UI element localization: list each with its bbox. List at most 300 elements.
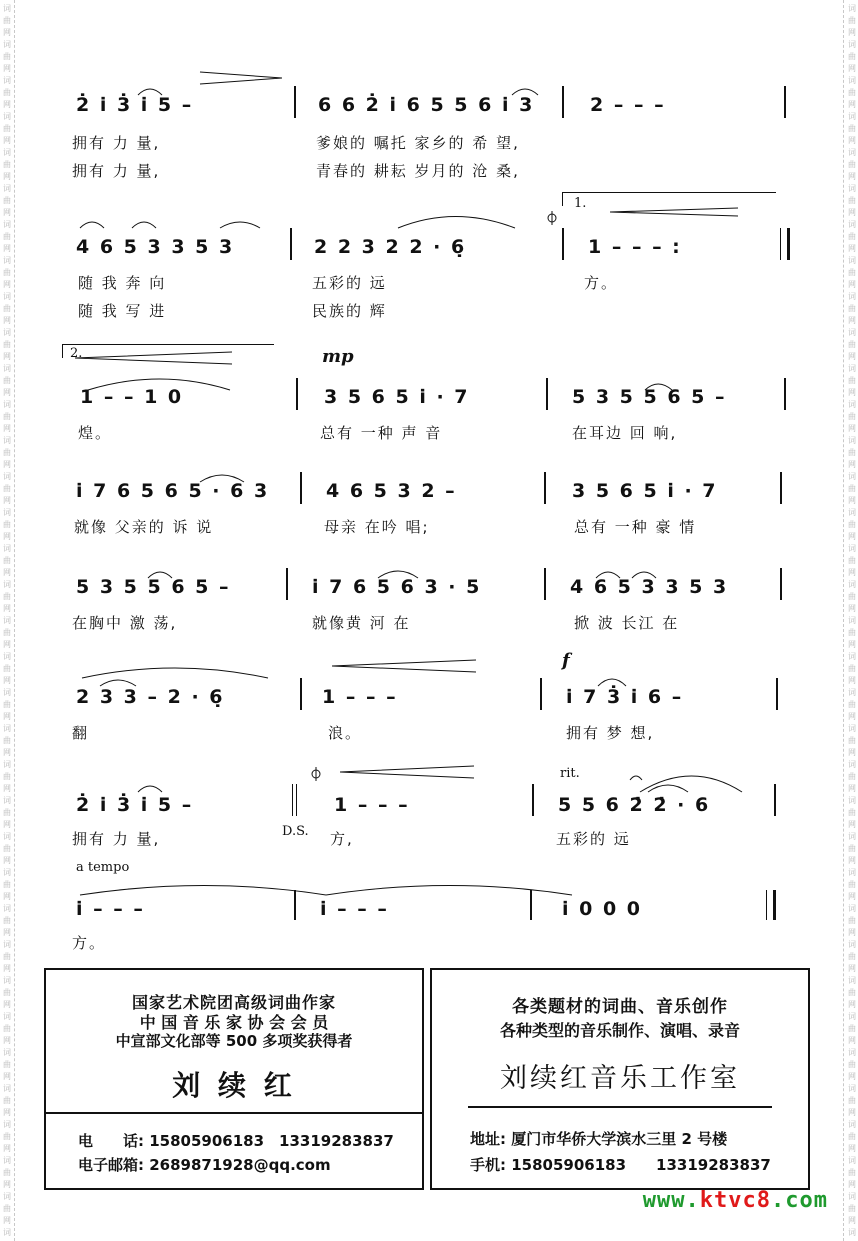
- watermark-glyph: 词: [3, 796, 11, 805]
- watermark-glyph: 词: [848, 1048, 856, 1057]
- watermark-glyph: 词: [848, 112, 856, 121]
- watermark-glyph: 曲: [3, 736, 11, 745]
- lyrics: 青春的 耕耘 岁月的 沧 桑,: [316, 162, 520, 180]
- watermark-glyph: 词: [848, 292, 856, 301]
- barline: [530, 890, 532, 920]
- watermark-glyph: 曲: [848, 880, 856, 889]
- watermark-glyph: 网: [3, 784, 11, 793]
- lyrics: 总有 一种 豪 情: [574, 518, 697, 536]
- watermark-glyph: 曲: [848, 844, 856, 853]
- lyrics: 就像 父亲的 诉 说: [74, 518, 214, 536]
- watermark-glyph: 曲: [848, 736, 856, 745]
- watermark-glyph: 词: [848, 1084, 856, 1093]
- watermark-glyph: 词: [3, 1120, 11, 1129]
- watermark-glyph: 曲: [848, 1132, 856, 1141]
- lyrics: 随 我 奔 向: [78, 274, 167, 292]
- watermark-glyph: 词: [848, 400, 856, 409]
- watermark-glyph: 网: [3, 1000, 11, 1009]
- watermark-glyph: 词: [3, 976, 11, 985]
- watermark-glyph: 曲: [848, 1204, 856, 1213]
- watermark-glyph: 网: [848, 568, 856, 577]
- watermark-glyph: 曲: [848, 592, 856, 601]
- watermark-glyph: 词: [848, 940, 856, 949]
- barline: [300, 678, 302, 710]
- watermark-glyph: 曲: [848, 988, 856, 997]
- watermark-glyph: 曲: [848, 16, 856, 25]
- lyrics: 爹娘的 嘱托 家乡的 希 望,: [316, 134, 520, 152]
- lyrics: 拥有 力 量,: [72, 134, 161, 152]
- watermark-glyph: 网: [848, 928, 856, 937]
- watermark-glyph: 词: [3, 580, 11, 589]
- watermark-glyph: 词: [3, 112, 11, 121]
- measure: 1 – – –: [334, 794, 410, 816]
- barline: [294, 86, 296, 118]
- watermark-glyph: 词: [848, 544, 856, 553]
- watermark-glyph: 词: [848, 4, 856, 13]
- watermark-glyph: 曲: [3, 700, 11, 709]
- measure: 3 5 6 5 i̇ · 7: [572, 480, 718, 502]
- watermark-glyph: 曲: [3, 376, 11, 385]
- studio-service-line: 各种类型的音乐制作、演唱、录音: [499, 1021, 740, 1040]
- barline: [774, 784, 776, 816]
- address-value: 厦门市华侨大学滨水三里 2 号楼: [511, 1130, 728, 1148]
- watermark-glyph: 词: [3, 760, 11, 769]
- watermark-glyph: 网: [3, 892, 11, 901]
- watermark-glyph: 曲: [848, 484, 856, 493]
- watermark-glyph: 词: [848, 868, 856, 877]
- watermark-glyph: 词: [3, 1156, 11, 1165]
- volta-bracket-edge: [62, 344, 63, 358]
- watermark-glyph: 曲: [3, 628, 11, 637]
- watermark-glyph: 曲: [3, 1204, 11, 1213]
- watermark-glyph: 曲: [3, 844, 11, 853]
- watermark-glyph: 网: [3, 280, 11, 289]
- watermark-glyph: 曲: [848, 628, 856, 637]
- watermark-glyph: 词: [3, 76, 11, 85]
- watermark-glyph: 网: [848, 208, 856, 217]
- watermark-glyph: 曲: [3, 916, 11, 925]
- watermark-glyph: 曲: [3, 196, 11, 205]
- address-label: 地址:: [470, 1130, 506, 1148]
- watermark-glyph: 网: [848, 1180, 856, 1189]
- watermark-glyph: 词: [3, 940, 11, 949]
- watermark-glyph: 词: [3, 724, 11, 733]
- watermark-glyph: 网: [3, 676, 11, 685]
- mobile-value: 15805906183 13319283837: [511, 1156, 771, 1174]
- watermark-glyph: 网: [3, 640, 11, 649]
- watermark-glyph: 词: [3, 1192, 11, 1201]
- watermark-glyph: 网: [848, 1108, 856, 1117]
- watermark-glyph: 词: [848, 436, 856, 445]
- watermark-glyph: 曲: [3, 1168, 11, 1177]
- watermark-glyph: 曲: [3, 1132, 11, 1141]
- composer-title-line: 中 国 音 乐 家 协 会 会 员: [139, 1013, 329, 1032]
- barline: [296, 378, 298, 410]
- watermark-glyph: 网: [848, 1072, 856, 1081]
- watermark-glyph: 曲: [3, 808, 11, 817]
- watermark-glyph: 词: [848, 184, 856, 193]
- watermark-glyph: 词: [3, 832, 11, 841]
- watermark-glyph: 曲: [3, 1096, 11, 1105]
- watermark-glyph: 曲: [3, 520, 11, 529]
- watermark-glyph: 词: [3, 256, 11, 265]
- watermark-glyph: 网: [3, 316, 11, 325]
- watermark-glyph: 曲: [3, 664, 11, 673]
- watermark-glyph: 曲: [3, 16, 11, 25]
- watermark-glyph: 曲: [848, 160, 856, 169]
- watermark-glyph: 词: [3, 1084, 11, 1093]
- watermark-glyph: 曲: [848, 268, 856, 277]
- watermark-glyph: 曲: [848, 340, 856, 349]
- watermark-glyph: 网: [3, 244, 11, 253]
- watermark-glyph: 网: [3, 1036, 11, 1045]
- watermark-glyph: 网: [848, 28, 856, 37]
- watermark-glyph: 曲: [848, 916, 856, 925]
- barline: [780, 472, 782, 504]
- measure: 1 – – 1 0: [80, 386, 184, 408]
- watermark-glyph: 曲: [848, 1024, 856, 1033]
- watermark-glyph: 曲: [848, 52, 856, 61]
- panel-divider: [468, 1106, 772, 1108]
- watermark-glyph: 词: [3, 544, 11, 553]
- watermark-glyph: 词: [3, 4, 11, 13]
- watermark-glyph: 网: [3, 1144, 11, 1153]
- lyrics: 浪。: [328, 724, 363, 742]
- watermark-glyph: 网: [3, 28, 11, 37]
- barline: [544, 568, 546, 600]
- tempo-marking: rit.: [560, 766, 580, 781]
- email-line: [78, 1154, 331, 1175]
- watermark-glyph: 曲: [848, 376, 856, 385]
- watermark-glyph: 网: [3, 1108, 11, 1117]
- watermark-glyph: 网: [3, 964, 11, 973]
- measure: 2̇ i̇ 3̇ i̇ 5 –: [76, 794, 194, 816]
- watermark-glyph: 曲: [3, 880, 11, 889]
- lyrics: 煌。: [78, 424, 113, 442]
- measure: i̇ 0 0 0: [562, 898, 643, 920]
- repeat-barline: [780, 228, 790, 260]
- measure: 2 2 3 2 2 · 6̣: [314, 236, 467, 258]
- watermark-glyph: 曲: [848, 664, 856, 673]
- watermark-glyph: 词: [848, 148, 856, 157]
- watermark-glyph: 网: [848, 676, 856, 685]
- watermark-glyph: 网: [848, 244, 856, 253]
- watermark-glyph: 网: [848, 712, 856, 721]
- site-suffix: .com: [771, 1188, 828, 1213]
- studio-service-line: 各类题材的词曲、音乐创作: [512, 997, 728, 1017]
- measure: 5 5 6 2̇ 2̇ · 6: [558, 794, 711, 816]
- phone-label: 电 话:: [78, 1132, 144, 1150]
- watermark-glyph: 网: [848, 316, 856, 325]
- watermark-glyph: 网: [848, 460, 856, 469]
- watermark-glyph: 词: [3, 436, 11, 445]
- lyrics: 方,: [330, 830, 354, 848]
- barline: [784, 378, 786, 410]
- measure: 5 3 5 5 6 5 –: [76, 576, 231, 598]
- watermark-glyph: 词: [848, 508, 856, 517]
- watermark-glyph: 曲: [3, 448, 11, 457]
- volta-bracket: [62, 344, 274, 345]
- address-line: [470, 1128, 727, 1149]
- watermark-glyph: 词: [3, 40, 11, 49]
- watermark-glyph: 词: [848, 40, 856, 49]
- watermark-glyph: 词: [3, 364, 11, 373]
- watermark-glyph: 网: [3, 820, 11, 829]
- watermark-glyph: 曲: [3, 412, 11, 421]
- dynamic-marking: f: [562, 650, 570, 671]
- watermark-glyph: 网: [848, 1216, 856, 1225]
- measure: 1 – – –: [322, 686, 398, 708]
- barline: [286, 568, 288, 600]
- lyrics: 方。: [72, 934, 107, 952]
- watermark-glyph: 词: [848, 796, 856, 805]
- watermark-glyph: 曲: [848, 772, 856, 781]
- watermark-glyph: 词: [848, 976, 856, 985]
- composer-title-line: 中宣部文化部等 500 多项奖获得者: [115, 1032, 353, 1050]
- watermark-glyph: 网: [848, 388, 856, 397]
- watermark-glyph: 词: [848, 904, 856, 913]
- lyrics: 总有 一种 声 音: [320, 424, 443, 442]
- measure: 2̇ i̇ 3̇ i̇ 5 –: [76, 94, 194, 116]
- mobile-label: 手机:: [470, 1156, 506, 1174]
- watermark-glyph: 网: [3, 928, 11, 937]
- watermark-glyph: 词: [3, 184, 11, 193]
- watermark-glyph: 网: [3, 424, 11, 433]
- measure: 2 – – –: [590, 94, 666, 116]
- watermark-glyph: 网: [848, 496, 856, 505]
- watermark-glyph: 曲: [3, 556, 11, 565]
- mobile-line: [470, 1154, 771, 1175]
- lyrics: 就像黄 河 在: [312, 614, 411, 632]
- watermark-glyph: 曲: [3, 340, 11, 349]
- watermark-glyph: 曲: [3, 124, 11, 133]
- watermark-glyph: 词: [3, 616, 11, 625]
- studio-name: 刘续红音乐工作室: [500, 1063, 740, 1094]
- barline: [290, 228, 292, 260]
- composer-title-line: 国家艺术院团高级词曲作家: [131, 993, 336, 1012]
- watermark-glyph: 曲: [848, 88, 856, 97]
- watermark-glyph: 词: [848, 760, 856, 769]
- watermark-glyph: 网: [848, 280, 856, 289]
- watermark-glyph: 曲: [3, 268, 11, 277]
- watermark-glyph: 网: [848, 352, 856, 361]
- watermark-glyph: 网: [848, 1144, 856, 1153]
- email-label: 电子邮箱:: [78, 1156, 144, 1174]
- watermark-glyph: 网: [848, 964, 856, 973]
- watermark-glyph: 词: [848, 220, 856, 229]
- watermark-glyph: 网: [3, 712, 11, 721]
- watermark-glyph: 网: [3, 856, 11, 865]
- watermark-glyph: 词: [848, 724, 856, 733]
- measure: 4 6 5 3 2 –: [326, 480, 457, 502]
- lyrics: 在耳边 回 响,: [572, 424, 678, 442]
- watermark-glyph: 网: [3, 172, 11, 181]
- site-brand: ktvc8: [699, 1188, 772, 1213]
- barline: [562, 86, 564, 118]
- email-value: 2689871928@qq.com: [149, 1156, 331, 1174]
- watermark-glyph: 网: [848, 100, 856, 109]
- watermark-glyph: 网: [3, 352, 11, 361]
- lyrics: 掀 波 长江 在: [574, 614, 680, 632]
- measure: i̇ 7 6 5 6 3 · 5: [312, 576, 482, 598]
- watermark-glyph: 词: [3, 148, 11, 157]
- watermark-glyph: 曲: [3, 592, 11, 601]
- measure: 2 3 3 – 2 · 6̣: [76, 686, 225, 708]
- watermark-glyph: 词: [3, 1048, 11, 1057]
- watermark-glyph: 词: [848, 580, 856, 589]
- watermark-glyph: 曲: [3, 952, 11, 961]
- lyrics: 拥有 力 量,: [72, 830, 161, 848]
- lyrics: 翻: [72, 724, 90, 742]
- watermark-glyph: 网: [3, 208, 11, 217]
- barline: [784, 86, 786, 118]
- barline: [780, 568, 782, 600]
- watermark-glyph: 曲: [3, 484, 11, 493]
- watermark-glyph: 网: [848, 892, 856, 901]
- watermark-glyph: 曲: [848, 808, 856, 817]
- watermark-glyph: 曲: [3, 232, 11, 241]
- volta-number: 1.: [574, 196, 587, 211]
- watermark-glyph: 词: [848, 328, 856, 337]
- watermark-glyph: 曲: [848, 412, 856, 421]
- composer-info-panel: [44, 968, 424, 1190]
- watermark-glyph: 网: [848, 820, 856, 829]
- barline: [540, 678, 542, 710]
- final-barline: [766, 890, 776, 920]
- lyrics: 在胸中 激 荡,: [72, 614, 178, 632]
- watermark-glyph: 网: [3, 388, 11, 397]
- lyrics: 五彩的 远: [312, 274, 387, 292]
- watermark-glyph: 网: [848, 1036, 856, 1045]
- watermark-glyph: 词: [848, 256, 856, 265]
- watermark-glyph: 词: [848, 472, 856, 481]
- watermark-glyph: 网: [3, 136, 11, 145]
- watermark-glyph: 网: [3, 532, 11, 541]
- studio-info-panel: [430, 968, 810, 1190]
- barline: [532, 784, 534, 816]
- measure: i̇ 7 3̇ i̇ 6 –: [566, 686, 684, 708]
- ds-marking: D.S.: [282, 824, 309, 839]
- watermark-glyph: 曲: [848, 556, 856, 565]
- watermark-glyph: 词: [848, 616, 856, 625]
- barline: [562, 228, 564, 260]
- watermark-glyph: 词: [848, 652, 856, 661]
- watermark-glyph: 网: [3, 1072, 11, 1081]
- measure: i̇ 7 6 5 6 5 · 6 3: [76, 480, 270, 502]
- barline: [294, 890, 296, 920]
- watermark-glyph: 词: [3, 508, 11, 517]
- watermark-glyph: 词: [848, 688, 856, 697]
- watermark-glyph: 词: [3, 292, 11, 301]
- watermark-glyph: 网: [848, 1000, 856, 1009]
- barline: [776, 678, 778, 710]
- watermark-glyph: 曲: [848, 124, 856, 133]
- watermark-glyph: 网: [3, 496, 11, 505]
- watermark-glyph: 网: [848, 856, 856, 865]
- watermark-glyph: 词: [3, 400, 11, 409]
- final-barline: [292, 784, 297, 816]
- phone-value: 15805906183 13319283837: [149, 1132, 394, 1150]
- watermark-glyph: 词: [848, 1192, 856, 1201]
- watermark-glyph: 词: [848, 1120, 856, 1129]
- barline: [544, 472, 546, 504]
- watermark-glyph: 词: [3, 652, 11, 661]
- site-prefix: www.: [642, 1188, 700, 1213]
- watermark-glyph: 网: [848, 604, 856, 613]
- watermark-glyph: 词: [3, 220, 11, 229]
- volta-number: 2.: [70, 346, 83, 361]
- barline: [546, 378, 548, 410]
- watermark-glyph: 网: [3, 1216, 11, 1225]
- volta-bracket: [562, 192, 776, 193]
- watermark-glyph: 曲: [848, 448, 856, 457]
- watermark-glyph: 曲: [848, 1096, 856, 1105]
- watermark-glyph: 曲: [3, 52, 11, 61]
- lyrics: 方。: [584, 274, 619, 292]
- watermark-glyph: 词: [848, 832, 856, 841]
- watermark-glyph: 曲: [3, 1024, 11, 1033]
- measure: i̇ – – –: [320, 898, 389, 920]
- panel-divider: [46, 1112, 422, 1114]
- watermark-glyph: 词: [3, 868, 11, 877]
- watermark-glyph: 网: [848, 64, 856, 73]
- watermark-glyph: 曲: [3, 772, 11, 781]
- measure: 1 – – – :: [588, 236, 682, 258]
- watermark-glyph: 网: [848, 532, 856, 541]
- watermark-glyph: 网: [848, 424, 856, 433]
- watermark-glyph: 词: [3, 328, 11, 337]
- tempo-marking: a tempo: [76, 860, 130, 875]
- watermark-glyph: 曲: [848, 1168, 856, 1177]
- watermark-glyph: 曲: [3, 1060, 11, 1069]
- watermark-glyph: 网: [3, 748, 11, 757]
- watermark-glyph: 词: [3, 472, 11, 481]
- phone-line: [78, 1130, 394, 1151]
- measure: 4 6 5 3 3 5 3: [76, 236, 235, 258]
- site-watermark: [643, 1188, 828, 1213]
- barline: [300, 472, 302, 504]
- watermark-glyph: 曲: [848, 196, 856, 205]
- watermark-glyph: 网: [3, 460, 11, 469]
- measure: i̇ – – –: [76, 898, 145, 920]
- watermark-glyph: 词: [848, 1156, 856, 1165]
- lyrics: 随 我 写 进: [78, 302, 167, 320]
- lyrics: 拥有 力 量,: [72, 162, 161, 180]
- watermark-glyph: 曲: [848, 1060, 856, 1069]
- composer-name: 刘 续 红: [172, 1069, 296, 1102]
- watermark-glyph: 曲: [3, 988, 11, 997]
- watermark-glyph: 网: [3, 568, 11, 577]
- watermark-glyph: 网: [3, 64, 11, 73]
- watermark-glyph: 曲: [848, 520, 856, 529]
- watermark-glyph: 曲: [848, 304, 856, 313]
- watermark-glyph: 词: [848, 364, 856, 373]
- watermark-glyph: 词: [3, 904, 11, 913]
- watermark-glyph: 网: [3, 604, 11, 613]
- volta-bracket-edge: [562, 192, 563, 206]
- lyrics: 拥有 梦 想,: [566, 724, 655, 742]
- watermark-glyph: 网: [848, 136, 856, 145]
- watermark-glyph: 曲: [848, 952, 856, 961]
- watermark-glyph: 网: [848, 748, 856, 757]
- watermark-glyph: 网: [3, 1180, 11, 1189]
- dynamic-marking: mp: [322, 346, 354, 367]
- watermark-glyph: 曲: [3, 304, 11, 313]
- watermark-glyph: 词: [3, 1012, 11, 1021]
- watermark-glyph: 网: [848, 784, 856, 793]
- watermark-glyph: 词: [848, 76, 856, 85]
- lyrics: 母亲 在吟 唱;: [324, 518, 430, 536]
